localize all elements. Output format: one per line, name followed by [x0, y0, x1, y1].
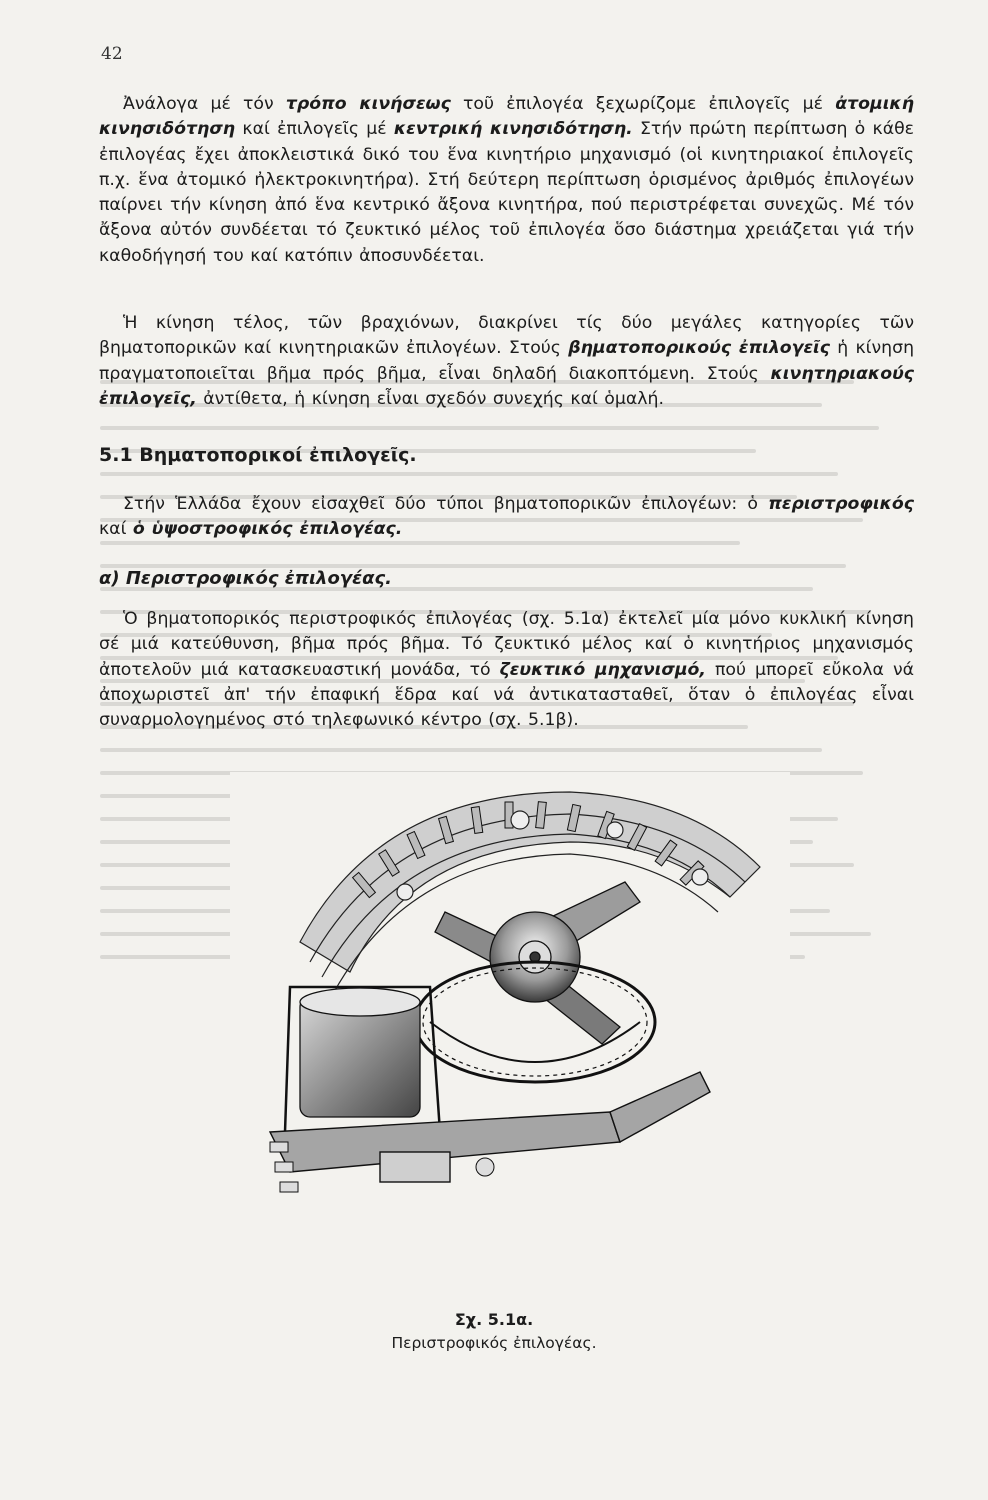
p4-text: πού μπορεῖ εὔκολα νά ἀποχωριστεῖ ἀπ' τήν ἐπαφική ἕδρα καί νά ἀντικατασταθεῖ, ὅταν ὁ ἐπιλογέας εἶναι συναρμολογημένος στό τηλεφωνικό κέντρο (σχ. 5.1β).: [99, 659, 914, 731]
p3-term-rotary: περιστροφικός: [768, 494, 914, 514]
p2-term-motor-selectors: κινητηριακούς ἐπιλογεῖς,: [99, 363, 914, 409]
p2-text: Ἡ κίνηση τέλος, τῶν βραχιόνων, διακρίνει τίς δύο μεγάλες κατηγορίες τῶν βηματοπορικῶν καί κινητηριακῶν ἐπιλογέων. Στούς: [99, 313, 914, 359]
figure-rotary-selector-photo: [230, 772, 790, 1247]
figure-caption: Περιστροφικός ἐπιλογέας.: [391, 1334, 597, 1352]
paragraph-greek-types: [99, 492, 914, 543]
drive-magnet-coil: [285, 987, 440, 1132]
figure-label: Σχ. 5.1α.: [454, 1310, 534, 1329]
p1-text: Στήν πρώτη περίπτωση ὁ κάθε ἐπιλογέας ἔχει ἀποκλειστικά δικό του ἕνα κινητήριο μηχανισμό (οἱ κινητηριακοί ἐπιλογεῖς π.χ. ἕνα ἀτομικό ἠλεκτροκινητήρα). Στή δεύτερη περίπτωση ὁρισμένος ἀριθμός ἐπιλογέων παίρνει τήν κίνηση ἀπό ἕνα κεντρικό ἄξονα κινητήρα, πού περιστρέφεται συνεχῶς. Μέ τόν ἄξονα αὐτόν συνδέεται τό ζευκτικό μέλος τοῦ ἐπιλογέα ὅσο διάστημα χρειάζεται γιά τήν καθοδήγησή του καί κατόπιν ἀποσυνδέεται.: [99, 119, 915, 266]
rotary-selector-illustration: [230, 772, 790, 1247]
page-number: 42: [101, 44, 123, 64]
paragraph-motion-types: [99, 92, 914, 269]
p1-term-motion-method: τρόπο κινήσεως: [285, 94, 451, 114]
p1-text: καί ἐπιλογεῖς μέ: [235, 119, 394, 140]
p1-text: τοῦ ἐπιλογέα ξεχωρίζομε ἐπιλογεῖς μέ: [450, 94, 836, 114]
p2-term-step-selectors: βηματοπορικούς ἐπιλογεῖς: [568, 338, 831, 359]
paragraph-selector-categories: [99, 311, 914, 412]
p2-text: ἡ κίνηση πραγματοποιεῖται βῆμα πρός βῆμα, εἶναι δηλαδή διακοπτόμενη. Στούς: [99, 338, 915, 384]
p3-text: καί: [99, 519, 133, 540]
p3-term-two-motion: ὁ ὑψοστροφικός ἐπιλογέας.: [132, 519, 403, 540]
subsection-heading: α) Περιστροφικός ἐπιλογέας.: [99, 568, 392, 589]
p4-term-coupling-mechanism: ζευκτικό μηχανισμό,: [499, 659, 706, 680]
p1-term-central-drive: κεντρική κινησιδότηση.: [393, 119, 633, 140]
p4-text: Ὁ βηματοπορικός περιστροφικός ἐπιλογέας (σχ. 5.1α) ἐκτελεῖ μία μόνο κυκλική κίνηση σέ μιά κατεύθυνση, βῆμα πρός βῆμα. Τό ζευκτικό μέλος καί ὁ κινητήριος μηχανισμός ἀποτελοῦν μιά κατασκευαστική μονάδα, τό: [99, 609, 914, 680]
paragraph-rotary-selector: [99, 607, 914, 733]
p3-text: Στήν Ἑλλάδα ἔχουν εἰσαχθεῖ δύο τύποι βηματοπορικῶν ἐπιλογέων: ὁ: [123, 494, 769, 514]
p2-text: ἀντίθετα, ἡ κίνηση εἶναι σχεδόν συνεχής καί ὁμαλή.: [196, 388, 664, 409]
p1-text: Ἀνάλογα μέ τόν: [123, 94, 286, 114]
p1-term-individual-drive: ἀτομική κινησιδότηση: [99, 94, 915, 140]
section-heading: 5.1 Βηματοπορικοί ἐπιλογεῖς.: [99, 444, 417, 466]
